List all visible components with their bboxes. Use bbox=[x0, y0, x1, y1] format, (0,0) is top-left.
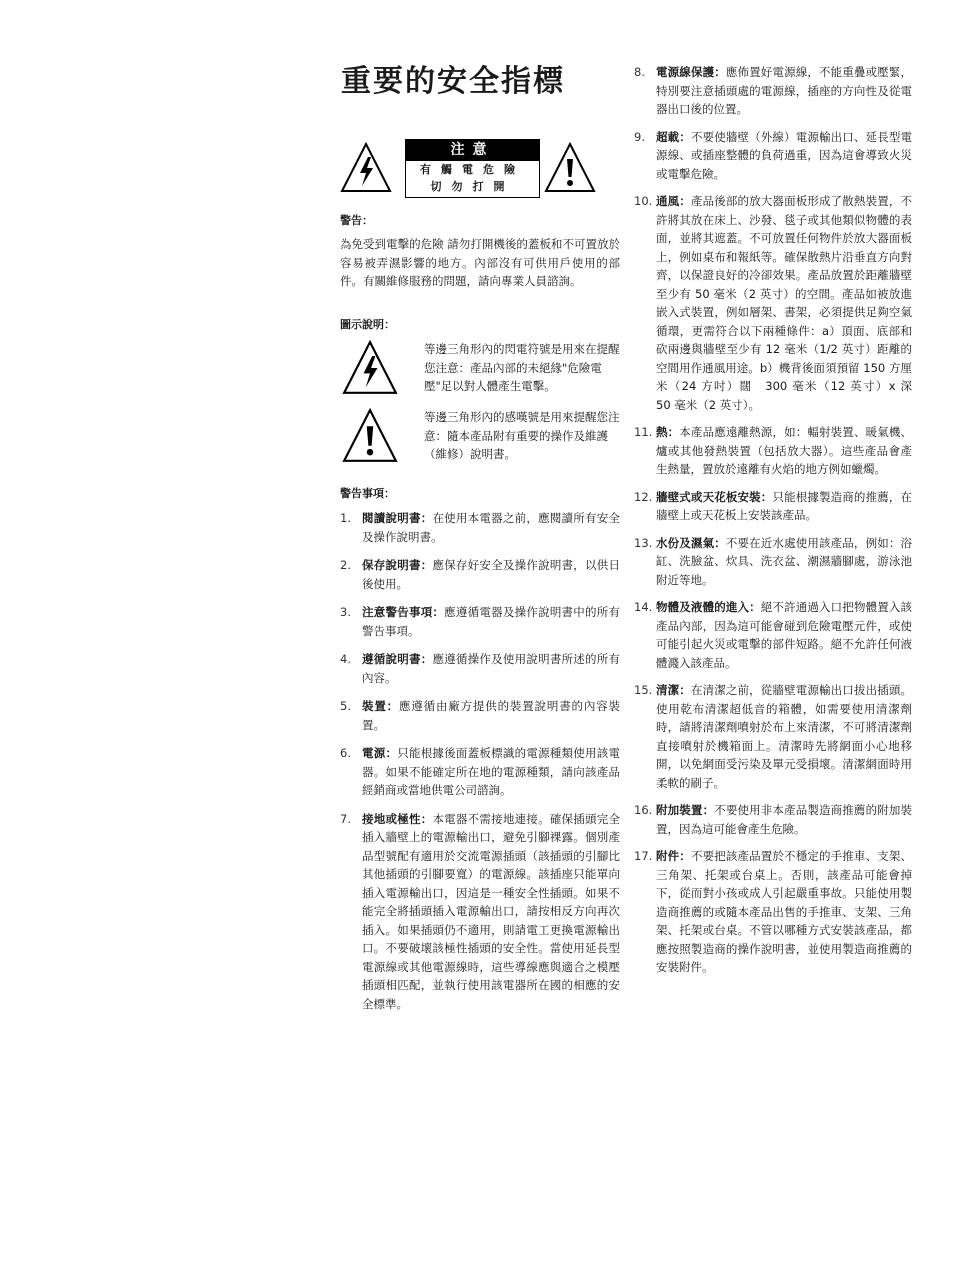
symbol-exclamation-text: 等邊三角形內的感嘆號是用來提醒您注意：隨本產品附有重要的操作及維護（維修）說明書。 bbox=[424, 410, 620, 461]
item-number: 7. bbox=[340, 811, 351, 826]
list-item bbox=[634, 63, 912, 119]
item-text: 不要使牆壁（外線）電源輸出口、延長型電源線、或插座整體的負荷過重，因為這會導致火災或電擊危險。 bbox=[656, 129, 913, 181]
lightning-warning-triangle-icon bbox=[342, 340, 398, 396]
item-number: 2. bbox=[340, 558, 351, 572]
symbol-explanation-lightning bbox=[340, 340, 620, 402]
safety-items-right bbox=[634, 63, 924, 977]
item-text: 應遵循由廠方提供的裝置說明書的內容裝置。 bbox=[362, 699, 621, 732]
item-text: 絕不許通過入口把物體置入該產品內部，因為這可能會碰到危險電壓元件，或使可能引起火災或電擊的部件短路。絕不允許任何液體濺入該產品。 bbox=[656, 600, 913, 670]
item-number: 8. bbox=[634, 65, 645, 79]
lightning-warning-triangle-icon bbox=[340, 142, 392, 194]
item-number: 6. bbox=[340, 746, 351, 760]
item-number: 10. bbox=[634, 194, 653, 208]
exclamation-warning-triangle-icon bbox=[342, 408, 398, 464]
item-text: 不要使用非本產品製造商推薦的附加裝置，因為這可能會產生危險。 bbox=[656, 803, 913, 836]
item-term: 附件： bbox=[656, 849, 691, 863]
item-term: 通風： bbox=[656, 194, 691, 208]
symbols-label: 圖示說明： bbox=[340, 318, 395, 331]
item-number: 17. bbox=[634, 849, 653, 863]
caution-label bbox=[340, 139, 596, 201]
notices-label: 警告事項： bbox=[340, 487, 395, 500]
list-item bbox=[634, 534, 912, 590]
item-term: 注意警告事項： bbox=[362, 605, 445, 619]
item-term: 物體及液體的進入： bbox=[656, 600, 761, 614]
list-item bbox=[634, 128, 912, 184]
item-number: 4. bbox=[340, 652, 351, 666]
list-item bbox=[340, 556, 620, 593]
item-number: 16. bbox=[634, 803, 653, 817]
item-text: 不要在近水處使用該產品，例如：浴缸、洗臉盆、炊具、洗衣盆、潮濕牆腳處，游泳池附近等地。 bbox=[656, 535, 913, 587]
item-number: 14. bbox=[634, 600, 653, 614]
item-term: 附加裝置： bbox=[656, 803, 715, 817]
exclamation-warning-triangle-icon bbox=[544, 142, 596, 194]
symbol-lightning-text: 等邊三角形內的閃電符號是用來在提醒您注意：產品內部的未絕緣"危險電壓"足以對人體產生電擊。 bbox=[424, 342, 620, 393]
item-number: 15. bbox=[634, 683, 653, 697]
list-item bbox=[634, 847, 912, 977]
list-item bbox=[340, 744, 620, 800]
item-text: 只能根據後面蓋板標識的電源種類使用該電器。如果不能確定所在地的電源種類，請向該產品經銷商或當地供電公司諮詢。 bbox=[362, 746, 621, 797]
item-text: 應遵循電器及操作說明書中的所有警告事項。 bbox=[362, 605, 621, 638]
item-text: 本產品應遠離熱源，如：輻射裝置、暖氣機、爐或其他發熱裝置（包括放大器）。這些產品會產生熱量，置放於遠離有火焰的地方例如蠟燭。 bbox=[656, 425, 913, 476]
item-term: 超載： bbox=[656, 129, 691, 144]
item-text: 本電器不需接地連接。確保插頭完全插入牆壁上的電源輸出口，避免引腳裸露。個別產品型號配有適用於交流電源插頭（該插頭的引腳比其他插頭的引腳要寬）的電源線。該插座只能單向插入電源輸出口，因這是一種安全性插頭。如果不能完全將插頭插入電源輸出口，請按相反方向再次插入。如果插頭仍不適用，則請電工更換電源輸出口。不要破壞該極性插頭的安全性。當使用延長型電源線或其他電源線時，這些導線應與適合之模壓插頭相匹配，並執行使用該電器所在國的相應的安全標準。 bbox=[362, 811, 621, 1011]
item-term: 清潔： bbox=[656, 683, 691, 697]
list-item bbox=[340, 603, 620, 640]
item-term: 水份及濕氣： bbox=[656, 535, 726, 550]
item-text: 在清潔之前，從牆壁電源輸出口拔出插頭。使用乾布清潔超低音的箱體，如需要使用清潔劑時，請將清潔劑噴射於布上來清潔，不可將清潔劑直接噴射於機箱面上。清潔時先將網面小心地移開，以免網面受污染及單元受損壞。清潔網面時用柔軟的刷子。 bbox=[656, 683, 913, 790]
list-item bbox=[340, 509, 620, 546]
list-item bbox=[340, 810, 620, 1014]
item-text: 應佈置好電源線，不能重疊或壓緊，特別要注意插頭處的電源線，插座的方向性及從電器出口後的位置。 bbox=[656, 65, 913, 116]
page-title: 重要的安全指標 bbox=[341, 64, 565, 99]
item-term: 電源： bbox=[362, 746, 398, 760]
symbol-explanation-exclamation bbox=[340, 408, 620, 470]
item-text: 產品後部的放大器面板形成了散熱裝置，不許將其放在床上、沙發、毯子或其他類似物體的表面，並將其遮蓋。不可放置任何物件於放大器面板上，例如桌布和報紙等。確保散熱片沿垂直方向對齊，以保證良好的冷卻效果。產品放置於距離牆壁至少有 50 毫米（2 英寸）的空間。產品如被放進嵌入式裝置，例如層架、書架，必須提供足夠空氣循環，更需符合以下兩種條件：a）頂面、底部和砍兩邊與牆壁至少有 12 毫米（1/2 英寸）距離的空間用作通風用途。b）機背後面須預留 150 方厘米（24 方吋）闊 300 毫米（12 英寸）x 深 50 毫米（2 英寸）。 bbox=[656, 194, 924, 412]
list-item bbox=[634, 598, 912, 672]
caution-box bbox=[405, 139, 540, 198]
safety-items-left bbox=[340, 509, 620, 1013]
item-text: 在使用本電器之前，應閱讀所有安全及操作說明書。 bbox=[362, 511, 621, 544]
item-term: 遵循說明書： bbox=[362, 652, 433, 666]
list-item bbox=[340, 697, 620, 734]
item-term: 保存說明書： bbox=[362, 558, 433, 572]
warning-label: 警告： bbox=[340, 214, 373, 227]
list-item bbox=[634, 801, 912, 838]
item-text: 不要把該產品置於不穩定的手推車、支架、三角架、托架或台桌上。否則，該產品可能會掉下，從而對小孩或成人引起嚴重事故。只能使用製造商推薦的或隨本產品出售的手推車、支架、三角架、托架或台桌。不管以哪種方式安裝該產品，都應按照製造商的操作說明書，並使用製造商推薦的安裝附件。 bbox=[656, 849, 913, 974]
item-term: 牆壁式或天花板安裝： bbox=[656, 489, 773, 504]
caution-line-1: 有觸電危險 bbox=[420, 163, 525, 176]
item-text: 應保存好安全及操作說明書，以供日後使用。 bbox=[362, 558, 621, 591]
item-text: 應遵循操作及使用說明書所述的所有內容。 bbox=[362, 652, 621, 685]
list-item bbox=[634, 681, 912, 792]
item-number: 9. bbox=[634, 129, 645, 144]
item-number: 5. bbox=[340, 699, 351, 713]
item-number: 12. bbox=[634, 489, 653, 504]
list-item bbox=[634, 192, 924, 414]
item-term: 熱： bbox=[656, 425, 680, 439]
item-term: 裝置： bbox=[362, 699, 399, 713]
list-item bbox=[634, 423, 912, 479]
caution-line-2: 切勿打開 bbox=[430, 180, 515, 193]
item-number: 3. bbox=[340, 605, 351, 619]
item-term: 閱讀說明書： bbox=[362, 511, 433, 525]
item-number: 1. bbox=[340, 511, 351, 525]
warning-text: 為免受到電擊的危險 請勿打開機後的蓋板和不可置放於容易被弄濕影響的地方。內部沒有可供用戶使用的部件。有關維修服務的問題，請向專業人員諮詢。 bbox=[340, 237, 620, 288]
item-number: 13. bbox=[634, 535, 653, 550]
item-text: 只能根據製造商的推薦，在牆壁上或天花板上安裝該產品。 bbox=[656, 489, 913, 522]
list-item bbox=[340, 650, 620, 687]
caution-heading: 注意 bbox=[406, 140, 539, 161]
item-term: 電源線保護： bbox=[656, 65, 726, 79]
item-term: 接地或極性： bbox=[362, 811, 433, 826]
item-number: 11. bbox=[634, 425, 653, 439]
list-item bbox=[634, 488, 912, 525]
